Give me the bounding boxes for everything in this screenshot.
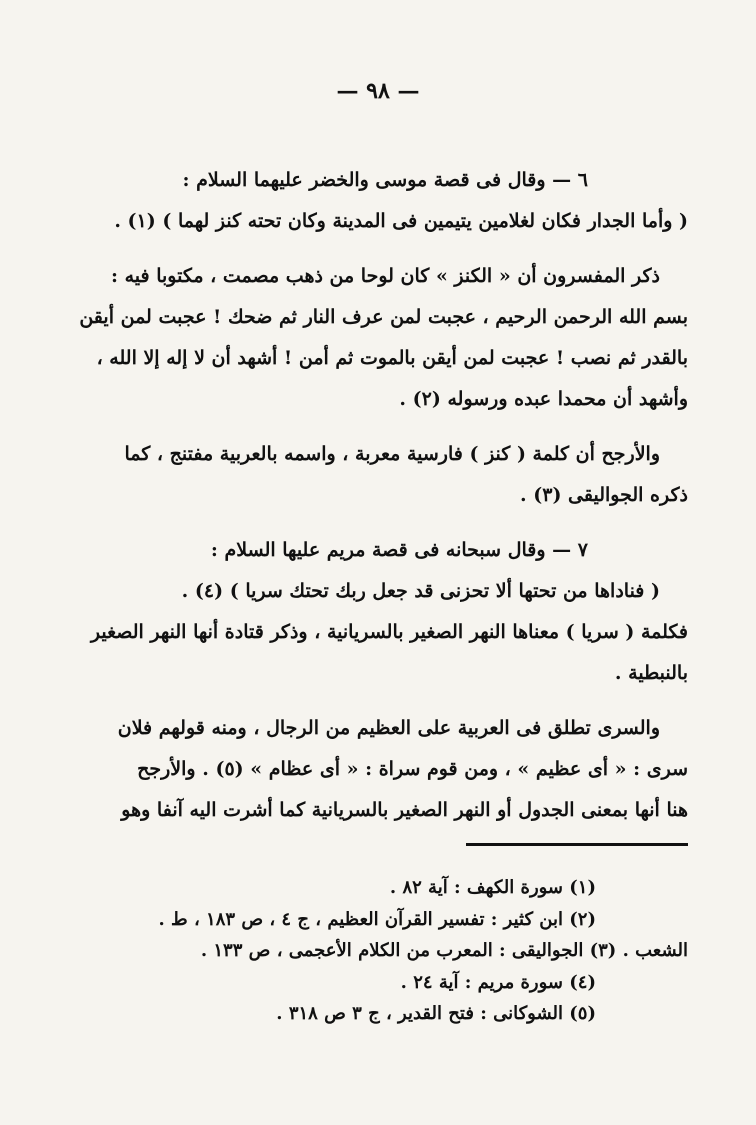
text-line: هنا أنها بمعنى الجدول أو النهر الصغير بالسريانية كما أشرت اليه آنفا وهو [121,799,688,821]
main-text [63,160,688,831]
paragraph-etymology [63,434,688,516]
footnote-5: (٥) الشوكانى : فتح القدير ، ج ٣ ص ٣١٨ . [276,1003,596,1024]
text-line: ٧ — وقال سبحانه فى قصة مريم عليها السلام : [210,539,588,561]
footnote-separator [466,843,688,846]
text-line: بالنبطية . [614,662,688,684]
text-line: والأرجح أن كلمة ( كنز ) فارسية معربة ، واسمه بالعربية مفتنج ، كما [124,443,660,465]
text-line: ذكره الجواليقى (٣) . [519,484,688,506]
paragraph-7 [63,530,688,694]
text-line: ( وأما الجدار فكان لغلامين يتيمين فى المدينة وكان تحته كنز لهما ) (١) . [114,210,688,232]
footnotes [63,872,688,1030]
footnote-4: (٤) سورة مريم : آية ٢٤ . [400,971,596,993]
page-number: — ٩٨ — [336,78,420,104]
text-line: سرى : « أى عظيم » ، ومن قوم سراة : « أى عظام » (٥) . والأرجح [137,758,688,780]
paragraph-treasure [63,256,688,420]
footnote-2: (٢) ابن كثير : تفسير القرآن العظيم ، ج ٤ ، ص ١٨٣ ، ط . [158,908,596,930]
paragraph-6 [63,160,688,242]
text-line: بسم الله الرحمن الرحيم ، عجبت لمن عرف النار ثم ضحك ! عجبت لمن أيقن [79,306,688,328]
footnote-3: الشعب . (٣) الجواليقى : المعرب من الكلام الأعجمى ، ص ١٣٣ . [200,940,688,961]
paragraph-sari [63,708,688,831]
text-line: ( فناداها من تحتها ألا تحزنى قد جعل ربك تحتك سريا ) (٤) . [181,580,660,602]
text-line: والسرى تطلق فى العربية على العظيم من الرجال ، ومنه قولهم فلان [117,717,660,739]
text-line: بالقدر ثم نصب ! عجبت لمن أيقن بالموت ثم أمن ! أشهد أن لا إله إلا الله ، [96,347,688,369]
text-line: ذكر المفسرون أن « الكنز » كان لوحا من ذهب مصمت ، مكتوبا فيه : [110,265,660,287]
text-line: وأشهد أن محمدا عبده ورسوله (٢) . [399,388,688,410]
text-line: ٦ — وقال فى قصة موسى والخضر عليهما السلام : [182,169,588,191]
footnote-1: (١) سورة الكهف : آية ٨٢ . [389,877,596,898]
text-line: فكلمة ( سريا ) معناها النهر الصغير بالسريانية ، وذكر قتادة أنها النهر الصغير [90,621,688,643]
